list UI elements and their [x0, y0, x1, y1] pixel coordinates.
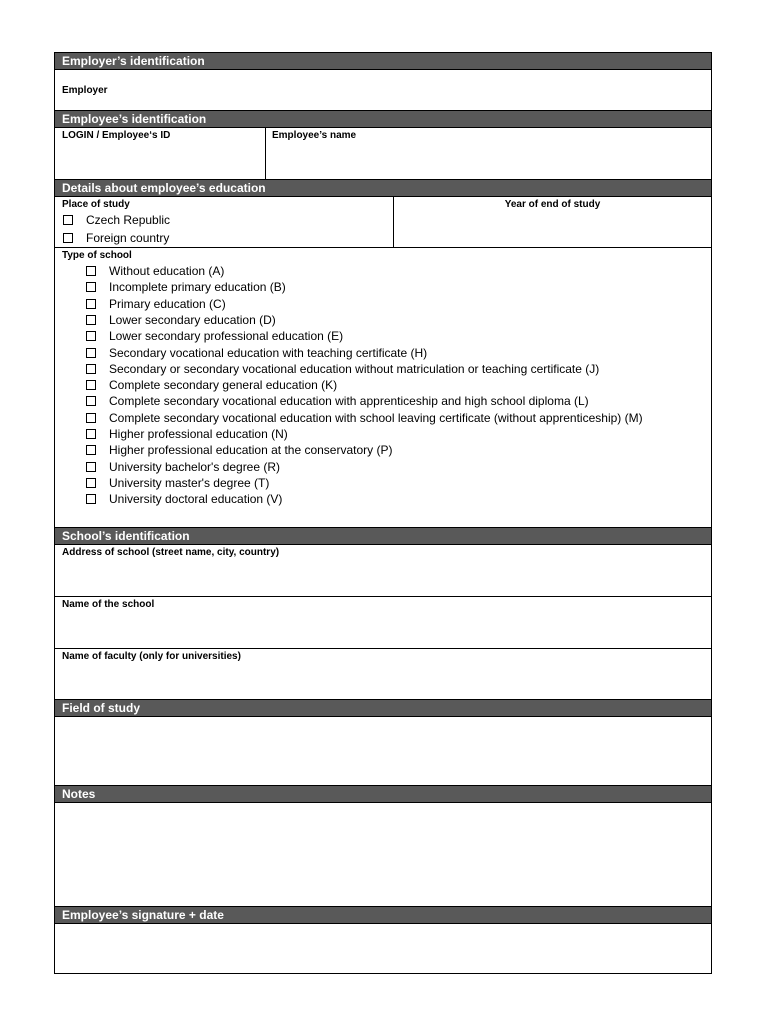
checkbox[interactable]: [86, 494, 96, 504]
type-of-school-option[interactable]: University master's degree (T): [86, 475, 269, 491]
type-of-school-option[interactable]: Complete secondary general education (K): [86, 377, 337, 393]
type-of-school-option[interactable]: Higher professional education (N): [86, 426, 288, 442]
signature-header: Employee’s signature + date: [55, 907, 711, 924]
checkbox[interactable]: [86, 429, 96, 439]
year-of-end-field[interactable]: [394, 197, 711, 247]
type-of-school-option[interactable]: Without education (A): [86, 263, 224, 279]
type-of-school-option[interactable]: Incomplete primary education (B): [86, 279, 286, 295]
login-field[interactable]: [55, 128, 265, 179]
school-address-label: Address of school (street name, city, country): [62, 547, 280, 558]
type-of-school-option[interactable]: Higher professional education at the conservatory (P): [86, 442, 392, 458]
place-option-czech-republic[interactable]: Czech Republic: [63, 212, 170, 228]
school-section-header: School’s identification: [55, 528, 711, 545]
type-of-school-option[interactable]: University bachelor's degree (R): [86, 459, 280, 475]
checkbox[interactable]: [63, 233, 73, 243]
checkbox[interactable]: [86, 315, 96, 325]
faculty-name-label: Name of faculty (only for universities): [62, 651, 241, 662]
type-of-school-option[interactable]: Primary education (C): [86, 296, 226, 312]
login-label: LOGIN / Employee‘s ID: [62, 130, 171, 141]
type-of-school-option[interactable]: Secondary or secondary vocational education without matriculation or teaching certificate (J): [86, 361, 599, 377]
year-of-end-label: Year of end of study: [504, 199, 601, 210]
checkbox[interactable]: [86, 380, 96, 390]
education-section-header: Details about employee’s education: [55, 180, 711, 197]
checkbox[interactable]: [86, 348, 96, 358]
type-of-school-label: Type of school: [62, 250, 132, 261]
signature-input[interactable]: [55, 924, 711, 973]
type-of-school-option[interactable]: Lower secondary professional education (E): [86, 328, 343, 344]
type-of-school-option[interactable]: University doctoral education (V): [86, 491, 282, 507]
checkbox[interactable]: [86, 462, 96, 472]
school-name-field[interactable]: [55, 597, 711, 649]
checkbox[interactable]: [63, 215, 73, 225]
employee-identification-row: [55, 128, 711, 180]
checkbox[interactable]: [86, 282, 96, 292]
field-of-study-input[interactable]: [55, 717, 711, 786]
faculty-name-field[interactable]: [55, 649, 711, 700]
type-of-school-option[interactable]: Secondary vocational education with teaching certificate (H): [86, 345, 427, 361]
checkbox[interactable]: [86, 299, 96, 309]
checkbox[interactable]: [86, 266, 96, 276]
field-of-study-header: Field of study: [55, 700, 711, 717]
notes-header: Notes: [55, 786, 711, 803]
place-year-row: [55, 197, 711, 248]
type-of-school-option[interactable]: Complete secondary vocational education with school leaving certificate (without apprenticeship) (M): [86, 410, 643, 426]
employer-label: Employer: [62, 85, 108, 96]
checkbox[interactable]: [86, 478, 96, 488]
type-of-school-option[interactable]: Lower secondary education (D): [86, 312, 276, 328]
school-name-label: Name of the school: [62, 599, 155, 610]
employer-field[interactable]: [55, 70, 711, 111]
checkbox[interactable]: [86, 445, 96, 455]
employee-name-field[interactable]: [266, 128, 711, 179]
place-option-foreign-country[interactable]: Foreign country: [63, 230, 169, 246]
checkbox[interactable]: [86, 331, 96, 341]
employer-section-header: Employer’s identification: [55, 53, 711, 70]
place-of-study-label: Place of study: [62, 199, 130, 210]
checkbox[interactable]: [86, 413, 96, 423]
education-form: [54, 52, 712, 974]
employee-section-header: Employee’s identification: [55, 111, 711, 128]
checkbox[interactable]: [86, 364, 96, 374]
type-of-school-option[interactable]: Complete secondary vocational education with apprenticeship and high school diploma (L): [86, 393, 589, 409]
checkbox[interactable]: [86, 396, 96, 406]
type-of-school-block: [55, 248, 711, 528]
notes-input[interactable]: [55, 803, 711, 907]
school-address-field[interactable]: [55, 545, 711, 597]
employee-name-label: Employee’s name: [272, 130, 357, 141]
